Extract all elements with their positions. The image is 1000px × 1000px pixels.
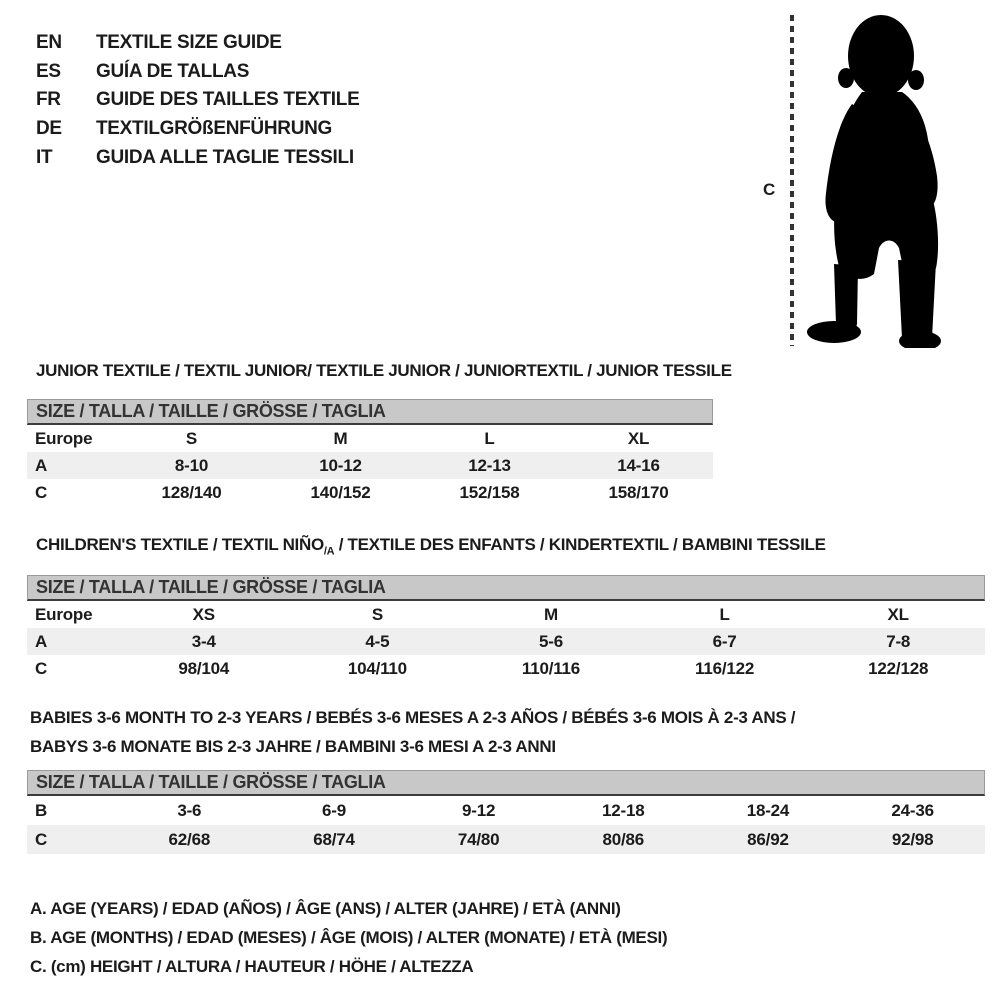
row-label: C xyxy=(35,829,48,849)
title-text: BABYS 3-6 MONATE BIS 2-3 JAHRE / BAMBINI 3-6 MESI A 2-3 ANNI xyxy=(30,737,556,756)
size-table-junior xyxy=(27,399,713,506)
table-cell: 68/74 xyxy=(313,829,355,849)
language-code: IT xyxy=(36,146,53,168)
language-label: GUÍA DE TALLAS xyxy=(96,60,250,82)
table-cell: 3-4 xyxy=(191,631,216,651)
table-cell: 122/128 xyxy=(868,658,929,678)
section-title-children xyxy=(36,535,826,557)
table-cell: XL xyxy=(627,428,650,448)
table-cell: 18-24 xyxy=(746,800,790,820)
table-row xyxy=(27,479,713,506)
language-label: GUIDE DES TAILLES TEXTILE xyxy=(96,89,360,111)
table-cell: 24-36 xyxy=(891,800,934,820)
legend-line: A. AGE (YEARS) / EDAD (AÑOS) / ÂGE (ANS) / ALTER (JAHRE) / ETÀ (ANNI) xyxy=(30,899,621,918)
language-code: DE xyxy=(36,118,62,140)
table-cell: 9-12 xyxy=(462,800,496,820)
table-cell: 128/140 xyxy=(161,482,222,502)
row-label: A xyxy=(35,455,48,475)
table-cell: 6-9 xyxy=(321,800,346,820)
table-cell: 98/104 xyxy=(178,658,230,678)
language-row xyxy=(36,58,359,87)
language-code: EN xyxy=(36,32,62,54)
language-row xyxy=(36,29,359,58)
table-cell: S xyxy=(185,428,198,448)
table-cell: 62/68 xyxy=(168,829,211,849)
table-cell: M xyxy=(333,428,348,448)
table-cell: S xyxy=(371,604,383,624)
table-cell: 12-13 xyxy=(468,455,511,475)
table-cell: 8-10 xyxy=(174,455,209,475)
table-row xyxy=(27,425,713,452)
table-row xyxy=(27,601,985,628)
table-cell: 158/170 xyxy=(608,482,669,502)
table-cell: 74/80 xyxy=(457,829,500,849)
language-list xyxy=(36,29,359,172)
section-title-junior xyxy=(36,361,732,381)
language-row xyxy=(36,143,359,172)
toddler-silhouette-image xyxy=(800,8,960,348)
table-cell: 3-6 xyxy=(177,800,202,820)
legend-line: C. (cm) HEIGHT / ALTURA / HAUTEUR / HÖHE / ALTEZZA xyxy=(30,957,474,976)
height-measure-dotted-line xyxy=(790,15,794,346)
row-label: C xyxy=(35,482,48,502)
section-title-babies xyxy=(30,703,810,761)
size-table xyxy=(27,796,985,854)
title-text: BABIES 3-6 MONTH TO 2-3 YEARS / BEBÉS 3-6 MESES A 2-3 AÑOS / BÉBÉS 3-6 MOIS À 2-3 ANS / xyxy=(30,708,796,727)
title-text: JUNIOR TEXTILE / TEXTIL JUNIOR/ TEXTILE JUNIOR / JUNIORTEXTIL / JUNIOR TESSILE xyxy=(36,361,732,380)
table-cell: 152/158 xyxy=(459,482,520,502)
size-table-babies xyxy=(27,770,985,854)
table-cell: XL xyxy=(887,604,909,624)
table-cell: 10-12 xyxy=(319,455,362,475)
table-cell: 4-5 xyxy=(365,631,390,651)
table-cell: XS xyxy=(192,604,215,624)
table-row xyxy=(27,825,985,854)
table-row xyxy=(27,628,985,655)
table-cell: 116/122 xyxy=(695,658,755,678)
size-header-bar: SIZE / TALLA / TAILLE / GRÖSSE / TAGLIA xyxy=(27,399,713,425)
language-row xyxy=(36,86,359,115)
language-label: TEXTILGRÖßENFÜHRUNG xyxy=(96,118,333,140)
table-cell: 7-8 xyxy=(886,631,911,651)
language-code: FR xyxy=(36,89,61,111)
legend-line: B. AGE (MONTHS) / EDAD (MESES) / ÂGE (MOIS) / ALTER (MONATE) / ETÀ (MESI) xyxy=(30,928,668,947)
size-header-bar: SIZE / TALLA / TAILLE / GRÖSSE / TAGLIA xyxy=(27,770,985,796)
table-cell: L xyxy=(719,604,730,624)
table-cell: 104/110 xyxy=(347,658,407,678)
language-label: GUIDA ALLE TAGLIE TESSILI xyxy=(96,146,354,168)
table-cell: 6-7 xyxy=(712,631,737,651)
size-table-children xyxy=(27,575,985,682)
title-text: /A xyxy=(323,545,335,558)
size-table xyxy=(27,601,985,682)
row-label: Europe xyxy=(35,428,93,448)
language-code: ES xyxy=(36,60,61,82)
table-cell: M xyxy=(544,604,558,624)
row-label: Europe xyxy=(35,604,93,624)
table-cell: 14-16 xyxy=(617,455,660,475)
title-text: CHILDREN'S TEXTILE / TEXTIL NIÑO xyxy=(36,535,324,554)
table-cell: L xyxy=(484,428,495,448)
row-label: B xyxy=(35,800,48,820)
table-cell: 92/98 xyxy=(891,829,934,849)
row-label: A xyxy=(35,631,48,651)
title-text: / TEXTILE DES ENFANTS / KINDERTEXTIL / BAMBINI TESSILE xyxy=(334,535,826,554)
language-label: TEXTILE SIZE GUIDE xyxy=(96,32,282,54)
table-row xyxy=(27,655,985,682)
table-row xyxy=(27,796,985,825)
height-measure-label: C xyxy=(763,180,776,199)
row-label: C xyxy=(35,658,48,678)
table-cell: 12-18 xyxy=(602,800,645,820)
table-cell: 140/152 xyxy=(310,482,371,502)
size-table xyxy=(27,425,713,506)
table-cell: 86/92 xyxy=(747,829,789,849)
language-row xyxy=(36,115,359,144)
table-cell: 80/86 xyxy=(602,829,645,849)
legend xyxy=(30,894,667,981)
table-row xyxy=(27,452,713,479)
table-cell: 110/116 xyxy=(521,658,581,678)
size-header-bar: SIZE / TALLA / TAILLE / GRÖSSE / TAGLIA xyxy=(27,575,985,601)
table-cell: 5-6 xyxy=(538,631,563,651)
